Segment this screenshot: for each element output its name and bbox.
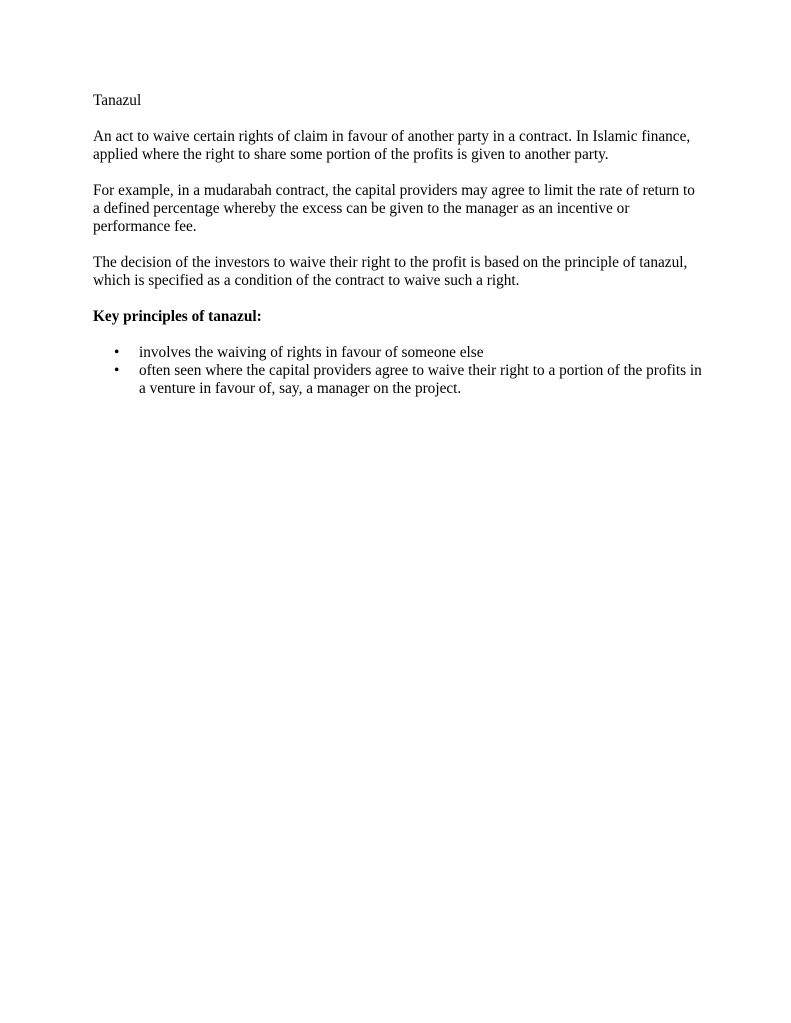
key-principles-list	[93, 344, 703, 398]
key-principles-heading: Key principles of tanazul:	[93, 308, 262, 325]
decision-paragraph: The decision of the investors to waive their right to the profit is based on the principle of tanazul, which is specified as a condition of the contract to waive such a right.	[93, 254, 688, 289]
list-item-text: involves the waiving of rights in favour of someone else	[139, 344, 484, 361]
bullet-icon: •	[114, 344, 120, 361]
document-body	[93, 92, 703, 398]
bullet-icon: •	[114, 362, 120, 379]
list-item	[93, 344, 703, 362]
list-item	[93, 362, 703, 398]
example-paragraph: For example, in a mudarabah contract, the capital providers may agree to limit the rate of return to a defined percentage whereby the excess can be given to the manager as an incentive or performance fee.	[93, 182, 695, 235]
definition-paragraph: An act to waive certain rights of claim in favour of another party in a contract. In Islamic finance, applied where the right to share some portion of the profits is given to another party.	[93, 128, 691, 163]
document-title: Tanazul	[93, 92, 142, 109]
list-item-text: often seen where the capital providers agree to waive their right to a portion of the profits in a venture in favour of, say, a manager on the project.	[139, 362, 702, 397]
